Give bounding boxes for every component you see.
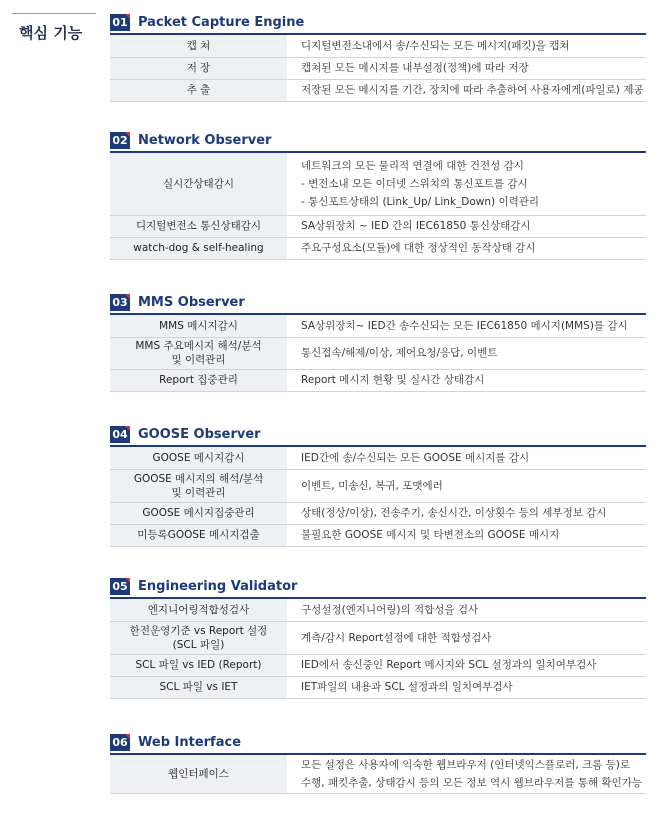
section-header <box>110 11 646 33</box>
feature-label <box>110 502 287 524</box>
section-06 <box>110 731 646 794</box>
feature-description <box>287 315 646 337</box>
section-header <box>110 575 646 597</box>
feature-label-line: GOOSE 메시지감시 <box>152 451 245 464</box>
section-number-badge <box>110 14 130 31</box>
feature-label <box>110 524 287 546</box>
table-row <box>110 621 646 654</box>
table-row <box>110 524 646 546</box>
feature-description-line: 모든 설정은 사용자에 익숙한 웹브라우저 (인터넷익스플로러, 크롬 등)로 <box>301 758 631 771</box>
feature-description-line: 이벤트, 미송신, 복귀, 포맷에러 <box>301 479 443 492</box>
feature-label <box>110 369 287 391</box>
section-number-badge <box>110 734 130 751</box>
table-row <box>110 79 646 101</box>
section-number: 01 <box>112 15 128 29</box>
feature-description <box>287 369 646 391</box>
feature-description-line: - 통신포트상태의 (Link_Up/ Link_Down) 이력관리 <box>301 195 540 208</box>
feature-label <box>110 57 287 79</box>
feature-label-line: SCL 파일 vs IET <box>159 681 238 693</box>
feature-label-line: MMS 주요메시지 해석/분석 <box>135 340 262 352</box>
sidebar-title: 핵심 기능 <box>19 24 83 42</box>
feature-description <box>287 621 646 654</box>
feature-description-line: 불필요한 GOOSE 메시지 및 타변전소의 GOOSE 메시지 <box>301 529 560 541</box>
table-row <box>110 676 646 698</box>
section-number: 03 <box>112 295 128 309</box>
feature-description <box>287 524 646 546</box>
table-row <box>110 599 646 621</box>
feature-table <box>110 755 646 794</box>
section-number: 02 <box>112 133 128 147</box>
feature-label <box>110 35 287 57</box>
badge-corner-accent <box>125 294 130 299</box>
feature-description-line: 디지털변전소내에서 송/수신되는 모든 메시지(패킷)을 캡쳐 <box>301 39 570 52</box>
feature-description <box>287 654 646 676</box>
table-row <box>110 315 646 337</box>
feature-label-line: 미등록GOOSE 메시지검출 <box>137 529 260 541</box>
feature-label <box>110 337 287 369</box>
feature-label-line: 디지털변전소 통신상태감시 <box>135 220 262 232</box>
feature-table <box>110 315 646 392</box>
feature-label <box>110 215 287 237</box>
feature-label <box>110 599 287 621</box>
table-row <box>110 469 646 502</box>
table-row <box>110 755 646 793</box>
feature-label-line: 엔지니어링적합성검사 <box>147 603 250 616</box>
feature-description <box>287 447 646 469</box>
section-01 <box>110 11 646 102</box>
feature-label-line: 저 장 <box>186 62 211 74</box>
feature-label <box>110 79 287 101</box>
feature-description-line: 수행, 패킷추출, 상태감시 등의 모든 정보 역시 웹브라우저를 통해 확인가능 <box>301 776 643 789</box>
badge-corner-accent <box>125 426 130 431</box>
table-row <box>110 502 646 524</box>
section-title: Engineering Validator <box>138 578 298 594</box>
feature-description <box>287 35 646 57</box>
feature-label-line: watch-dog & self-healing <box>133 242 264 254</box>
feature-label-line: 추 출 <box>186 84 211 96</box>
section-title: Web Interface <box>138 734 242 750</box>
section-header <box>110 129 646 151</box>
table-row <box>110 237 646 259</box>
section-header <box>110 423 646 445</box>
feature-description-line: 네트워크의 모든 물리적 연결에 대한 건전성 감시 <box>301 159 524 172</box>
feature-description-line: 상태(정상/이상), 전송주기, 송신시간, 이상횟수 등의 세부정보 감시 <box>301 507 607 519</box>
feature-description-line: 주요구성요소(모듈)에 대한 정상적인 동작상태 감시 <box>301 242 536 254</box>
table-row <box>110 35 646 57</box>
badge-corner-accent <box>125 132 130 137</box>
feature-description-line: SA상위장치 ~ IED 간의 IEC61850 통신상태감시 <box>301 220 531 232</box>
feature-table <box>110 447 646 547</box>
feature-description-line: - 변전소내 모든 이더넷 스위치의 통신포트를 감시 <box>301 177 528 190</box>
feature-label-line: 한전운영기준 vs Report 설정 <box>129 624 268 637</box>
table-row <box>110 57 646 79</box>
feature-label-line: Report 집중관리 <box>159 374 238 386</box>
feature-label-line: 캡 쳐 <box>186 39 211 52</box>
feature-label-line: GOOSE 메시지집중관리 <box>142 507 255 519</box>
sidebar-rule <box>12 13 96 14</box>
feature-description <box>287 676 646 698</box>
feature-table <box>110 35 646 102</box>
table-row <box>110 153 646 215</box>
feature-description <box>287 755 646 793</box>
feature-label-line: 웹인터페이스 <box>168 767 229 780</box>
section-03 <box>110 291 646 392</box>
feature-description <box>287 153 646 215</box>
feature-table <box>110 153 646 260</box>
section-number-badge <box>110 426 130 443</box>
badge-corner-accent <box>125 578 130 583</box>
section-title: Network Observer <box>138 132 272 148</box>
feature-description-line: 통신접속/해제/이상, 제어요청/응답, 이벤트 <box>301 347 498 359</box>
section-05 <box>110 575 646 699</box>
feature-label <box>110 621 287 654</box>
section-04 <box>110 423 646 547</box>
section-title: GOOSE Observer <box>138 426 261 442</box>
feature-label-line: 및 이력관리 <box>171 354 226 366</box>
feature-label <box>110 153 287 215</box>
feature-description-line: SA상위장치~ IED간 송수신되는 모든 IEC61850 메시지(MMS)를 감시 <box>301 319 628 332</box>
section-number: 06 <box>112 735 128 749</box>
feature-label-line: GOOSE 메시지의 해석/분석 <box>133 472 264 485</box>
feature-description-line: 캡쳐된 모든 메시지를 내부설정(정책)에 따라 저장 <box>301 62 529 74</box>
table-row <box>110 215 646 237</box>
feature-description <box>287 215 646 237</box>
feature-description-line: Report 메시지 현황 및 실시간 상태감시 <box>301 374 485 386</box>
section-header <box>110 291 646 313</box>
feature-description <box>287 469 646 502</box>
table-row <box>110 337 646 369</box>
feature-description-line: IED간에 송/수신되는 모든 GOOSE 메시지를 감시 <box>301 451 530 464</box>
feature-description <box>287 79 646 101</box>
feature-description-line: 구성설정(엔지니어링)의 적합성을 검사 <box>301 603 479 616</box>
feature-description <box>287 599 646 621</box>
feature-label <box>110 315 287 337</box>
table-row <box>110 654 646 676</box>
section-header <box>110 731 646 753</box>
feature-label-line: 실시간상태감시 <box>162 177 234 190</box>
badge-corner-accent <box>125 14 130 19</box>
section-title: Packet Capture Engine <box>138 14 305 30</box>
feature-label <box>110 654 287 676</box>
feature-description-line: 저장된 모든 메시지를 기간, 장치에 따라 추출하여 사용자에게(파일로) 제공 <box>301 84 644 96</box>
section-number-badge <box>110 132 130 149</box>
feature-description <box>287 57 646 79</box>
section-number-badge <box>110 578 130 595</box>
section-title: MMS Observer <box>138 294 245 310</box>
feature-label <box>110 447 287 469</box>
feature-label-line: 및 이력관리 <box>171 486 226 499</box>
feature-description <box>287 337 646 369</box>
section-number: 04 <box>112 427 128 441</box>
table-row <box>110 447 646 469</box>
feature-label-line: MMS 메시지감시 <box>159 319 238 332</box>
section-02 <box>110 129 646 260</box>
section-number: 05 <box>112 579 128 593</box>
feature-description <box>287 237 646 259</box>
feature-label <box>110 676 287 698</box>
feature-description-line: 계측/감시 Report설정에 대한 적합성검사 <box>301 631 492 644</box>
feature-table <box>110 599 646 699</box>
badge-corner-accent <box>125 734 130 739</box>
feature-label <box>110 237 287 259</box>
feature-label <box>110 755 287 793</box>
feature-description-line: IET파일의 내용과 SCL 설정과의 일치여부검사 <box>301 681 513 693</box>
feature-label-line: (SCL 파일) <box>172 638 225 651</box>
section-number-badge <box>110 294 130 311</box>
feature-description-line: IED에서 송신중인 Report 메시지와 SCL 설정과의 일치여부검사 <box>301 659 597 671</box>
table-row <box>110 369 646 391</box>
feature-label <box>110 469 287 502</box>
feature-label-line: SCL 파일 vs IED (Report) <box>135 659 262 671</box>
feature-description <box>287 502 646 524</box>
